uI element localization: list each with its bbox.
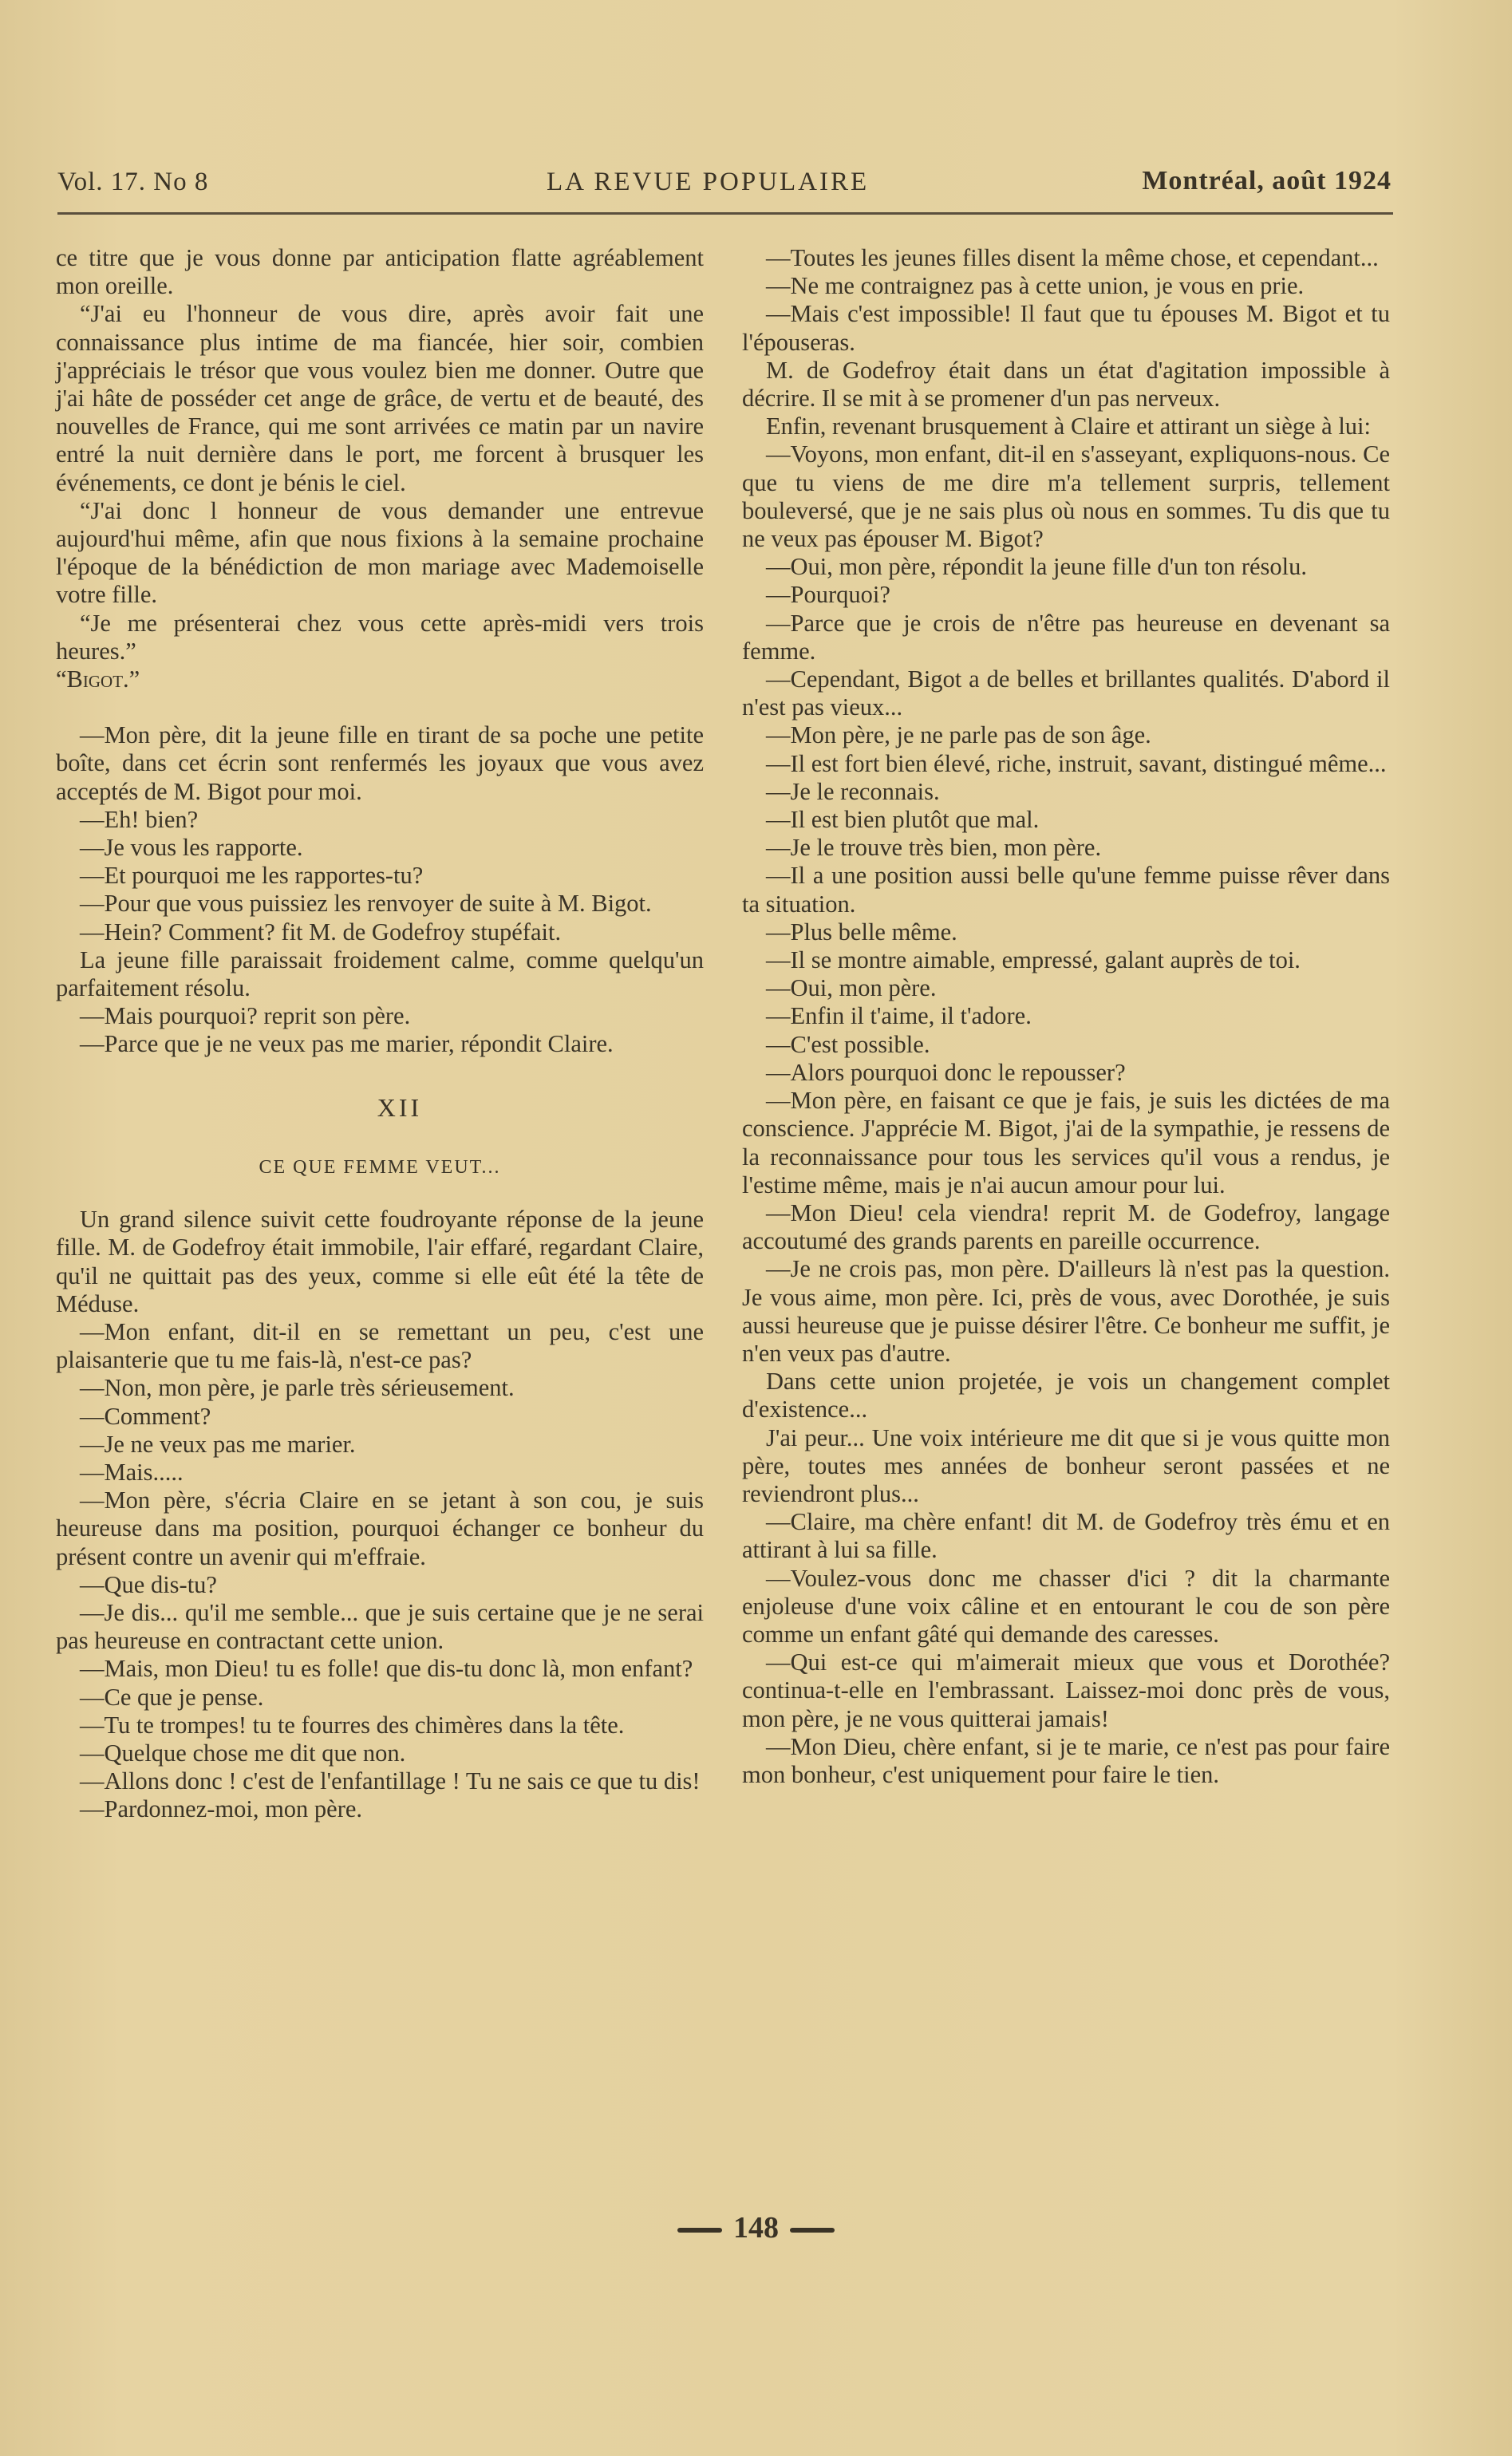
paragraph: —Je ne veux pas me marier. (80, 1430, 356, 1458)
paragraph: —Je dis... qu'il me semble... que je suis certaine que je ne serai pas heureuse en contractant cette union. (56, 1598, 704, 1655)
paragraph: —Non, mon père, je parle très sérieusement. (80, 1374, 515, 1402)
paragraph: —Je ne crois pas, mon père. D'ailleurs là n'est pas la question. Je vous aime, mon père. Ici, près de vous, avec Dorothée, je suis aussi heureuse que je puisse désirer l'être. Ce bonheur me suffit, je n'en veux pas d'autre. (742, 1255, 1390, 1367)
paragraph: —Eh! bien? (80, 805, 199, 833)
paragraph: —Mais c'est impossible! Il faut que tu épouses M. Bigot et tu l'épouseras. (742, 300, 1390, 356)
paragraph: Un grand silence suivit cette foudroyante réponse de la jeune fille. M. de Godefroy était immobile, l'air effaré, regardant Claire, qu'il ne quittait pas des yeux, comme si elle eût été la tête de Méduse. (56, 1206, 704, 1317)
volume-number: Vol. 17. No 8 (57, 168, 209, 196)
paragraph: —Alors pourquoi donc le repousser? (766, 1058, 1126, 1086)
paragraph: —Je le trouve très bien, mon père. (766, 834, 1102, 862)
paragraph: —Et pourquoi me les rapportes-tu? (80, 862, 424, 890)
paragraph: —Plus belle même. (766, 918, 957, 946)
paragraph: —Comment? (80, 1402, 211, 1430)
paragraph: —Il a une position aussi belle qu'une femme puisse rêver dans ta situation. (742, 862, 1390, 918)
page-number: 148 (733, 2211, 779, 2245)
paragraph: —Cependant, Bigot a de belles et brillantes qualités. D'abord il n'est pas vieux... (742, 665, 1390, 721)
paragraph: —Mon père, en faisant ce que je fais, je suis les dictées de ma conscience. J'apprécie M. Bigot, j'ai de la sympathie, je ressens de la reconnaissance pour tous les services qu'il vous a rendus, je l'estime même, mais je n'ai aucun amour pour lui. (742, 1087, 1390, 1198)
paragraph: —Enfin il t'aime, il t'adore. (766, 1002, 1032, 1030)
paragraph: ce titre que je vous donne par anticipation flatte agréablement mon oreille. (56, 244, 704, 300)
paragraph: —Ne me contraignez pas à cette union, je vous en prie. (766, 272, 1305, 300)
page-header (57, 156, 1392, 204)
paragraph: —Toutes les jeunes filles disent la même chose, et cependant... (766, 244, 1379, 271)
paragraph: —Je vous les rapporte. (80, 834, 303, 862)
paragraph: —Il est fort bien élevé, riche, instruit, savant, distingué même... (766, 749, 1387, 777)
paragraph: —Je le reconnais. (766, 777, 940, 805)
paragraph: —Qui est-ce qui m'aimerait mieux que vous et Dorothée? continua-t-elle en l'embrassant. Laissez-moi donc près de vous, mon père, je ne vous quitterai jamais! (742, 1649, 1390, 1732)
paragraph: —Allons donc ! c'est de l'enfantillage ! Tu ne sais ce que tu dis! (80, 1767, 701, 1795)
paragraph: —Pardonnez-moi, mon père. (80, 1795, 363, 1823)
paragraph: “Je me présenterai chez vous cette après-midi vers trois heures.” (56, 609, 704, 665)
paragraph: —Il est bien plutôt que mal. (766, 806, 1040, 834)
paragraph: —Il se montre aimable, empressé, galant auprès de toi. (766, 946, 1301, 974)
paragraph: —Mon père, s'écria Claire en se jetant à son cou, je suis heureuse dans ma position, pourquoi échanger ce bonheur du présent contre un avenir qui m'effraie. (56, 1487, 704, 1570)
paragraph: Dans cette union projetée, je vois un changement complet d'existence... (742, 1368, 1390, 1423)
paragraph: —Mon père, je ne parle pas de son âge. (766, 721, 1151, 749)
header-rule (57, 212, 1393, 215)
footer-dash (677, 2228, 722, 2233)
paragraph: “J'ai eu l'honneur de vous dire, après avoir fait une connaissance plus intime de ma fiancée, hier soir, combien j'appréciais le trésor que vous voulez bien me donner. Outre que j'ai hâte de posséder cet ange de grâce, de vertu et de beauté, des nouvelles de France, qui me sont arrivées ce matin par un navire entré la nuit dernière dans le port, me forcent à brusquer les événements, ce dont je bénis le ciel. (56, 300, 704, 496)
chapter-number: XII (377, 1092, 423, 1122)
paragraph: —Mon enfant, dit-il en se remettant un peu, c'est une plaisanterie que tu me fais-là, n'est-ce pas? (56, 1317, 704, 1374)
paragraph: —Mon Dieu! cela viendra! reprit M. de Godefroy, langage accoutumé des grands parents en pareille occurrence. (742, 1198, 1390, 1255)
paragraph: M. de Godefroy était dans un état d'agitation impossible à décrire. Il se mit à se promener d'un pas nerveux. (742, 356, 1390, 413)
paragraph: —Que dis-tu? (80, 1570, 217, 1598)
paragraph: —Voulez-vous donc me chasser d'ici ? dit la charmante enjoleuse d'une voix câline et en entourant le cou de son père comme un enfant gâté qui demande des caresses. (742, 1564, 1390, 1648)
paragraph: J'ai peur... Une voix intérieure me dit que si je vous quitte mon père, toutes mes années de bonheur seront passées et ne reviendront plus... (742, 1423, 1390, 1507)
paragraph: “J'ai donc l honneur de vous demander une entrevue aujourd'hui même, afin que nous fixions à la semaine prochaine l'époque de la bénédiction de mon mariage avec Mademoiselle votre fille. (56, 496, 704, 609)
paragraph: —Quelque chose me dit que non. (80, 1739, 406, 1767)
paragraph: —Oui, mon père, répondit la jeune fille d'un ton résolu. (766, 553, 1308, 581)
paragraph: —Pour que vous puissiez les renvoyer de suite à M. Bigot. (80, 890, 652, 918)
paragraph: —Mon père, dit la jeune fille en tirant de sa poche une petite boîte, dans cet écrin sont renfermés les joyaux que vous avez acceptés de M. Bigot pour moi. (56, 721, 704, 805)
left-column (56, 244, 704, 1824)
paragraph: —Pourquoi? (766, 581, 890, 609)
paragraph: —Mais..... (80, 1458, 184, 1486)
page-footer (0, 2210, 1512, 2245)
paragraph: —Hein? Comment? fit M. de Godefroy stupéfait. (80, 918, 562, 946)
paragraph: —Oui, mon père. (766, 974, 937, 1002)
letter-signature: “Bigot.” (56, 665, 140, 693)
paragraph: —C'est possible. (766, 1030, 930, 1058)
magazine-title: LA REVUE POPULAIRE (547, 168, 870, 196)
chapter-title: CE QUE FEMME VEUT... (259, 1156, 501, 1178)
paragraph: —Voyons, mon enfant, dit-il en s'asseyant, expliquons-nous. Ce que tu viens de me dire m'a tellement surpris, tellement bouleversé, que je ne sais plus où nous en sommes. Tu dis que tu ne veux pas épouser M. Bigot? (742, 440, 1390, 553)
paragraph: —Mais, mon Dieu! tu es folle! que dis-tu donc là, mon enfant? (80, 1655, 693, 1683)
paragraph: —Tu te trompes! tu te fourres des chimères dans la tête. (80, 1711, 625, 1739)
paragraph: La jeune fille paraissait froidement calme, comme quelqu'un parfaitement résolu. (56, 946, 704, 1002)
paragraph: —Claire, ma chère enfant! dit M. de Godefroy très ému et en attirant à lui sa fille. (742, 1508, 1390, 1564)
footer-dash (790, 2228, 835, 2233)
right-column (742, 244, 1390, 1789)
paragraph: —Mon Dieu, chère enfant, si je te marie, ce n'est pas pour faire mon bonheur, c'est uniquement pour faire le tien. (742, 1732, 1390, 1788)
paragraph: Enfin, revenant brusquement à Claire et attirant un siège à lui: (766, 413, 1372, 440)
paragraph: —Mais pourquoi? reprit son père. (80, 1002, 411, 1030)
paragraph: —Parce que je crois de n'être pas heureuse en devenant sa femme. (742, 609, 1390, 665)
paragraph: —Ce que je pense. (80, 1683, 264, 1711)
place-date: Montréal, août 1924 (1142, 166, 1392, 195)
paragraph: —Parce que je ne veux pas me marier, répondit Claire. (80, 1030, 614, 1058)
